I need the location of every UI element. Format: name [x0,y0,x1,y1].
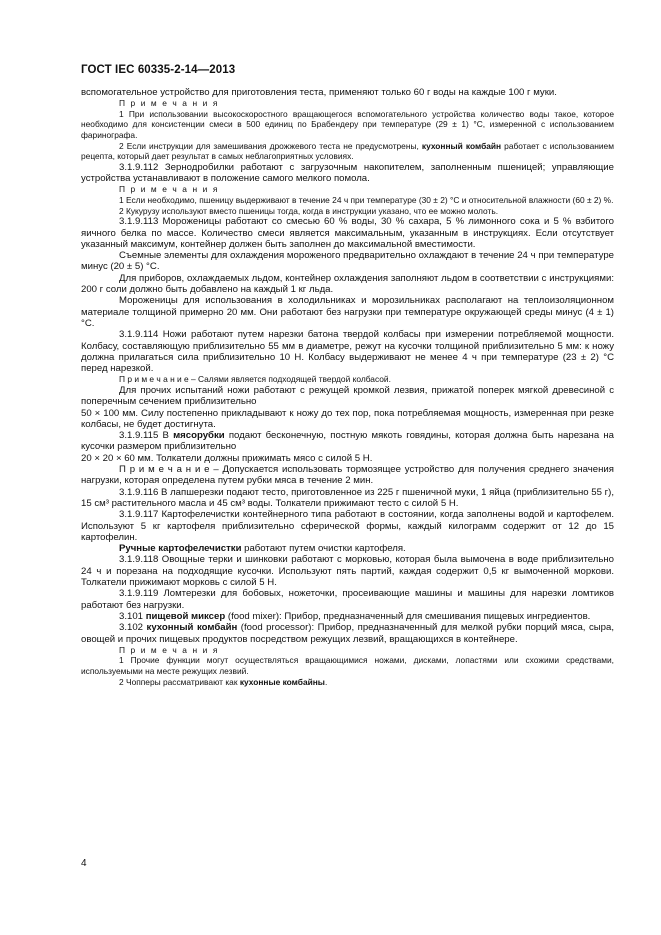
paragraph [81,588,614,611]
paragraph-text: подают бесконечную, постную мякоть говядины, которая должна быть нарезана на кусочки размером приблизительно [81,430,614,453]
document-body [81,87,614,687]
paragraph [81,509,614,543]
paragraph [81,206,614,217]
paragraph [81,195,614,206]
paragraph-text: Съемные элементы для охлаждения мороженого предварительно охлаждают в течение 24 ч при температуре минус (20 ± 5) °С. [81,250,614,273]
paragraph [81,408,614,431]
paragraph-text: 3.101 [119,610,146,622]
paragraph-text: . [324,676,328,687]
paragraph-text: 2 Кукурузу используют вместо пшеницы тогда, когда в инструкции указано, что ее можно молоть. [119,205,499,216]
paragraph [81,162,614,185]
paragraph-text: Для приборов, охлаждаемых льдом, контейнер охлаждения заполняют льдом в соответствии с инструкциями: 200 г соли должно быть добавлено на каждый 1 кг льда. [81,272,614,296]
paragraph-text: П р и м е ч а н и е – Допускается использовать тормозящее устройство для получения среднего значения нагрузки, которая определена путем рубки мяса в течение 2 мин. [81,464,614,487]
paragraph [81,216,614,250]
paragraph-text: 2 Если инструкции для замешивания дрожжевого теста не предусмотрены, [119,140,422,151]
paragraph-text: вспомогательное устройство для приготовления теста, применяют только 60 г воды на каждые 100 г муки. [81,87,557,98]
paragraph-text: 1 Прочие функции могут осуществляться вращающимися ножами, дисками, лопастями или схожими средствами, используемыми на месте режущих лезвий. [81,655,614,676]
paragraph [81,677,614,688]
paragraph-text: 2 Чопперы рассматривают как [119,676,240,687]
paragraph [81,374,614,385]
paragraph [81,430,614,453]
document-header: ГОСТ IEC 60335-2-14—2013 [81,64,236,76]
paragraph-text: 3.1.9.116 В лапшерезки подают тесто, приготовленное из 225 г пшеничной муки, 1 яйца (приблизительно 55 г), 15 см³ растительного масла и 45 см³ воды. Толкатели прижимают тесто с силой 5 Н. [81,486,614,509]
paragraph-text: Мороженицы для использования в холодильниках и морозильниках располагают на теплоизоляционном материале толщиной примерно 20 мм. Они работают без нагрузки при температуре окружающей среды минус (4 ± 1) °С. [81,295,614,329]
bold-term: кухонные комбайны [239,676,325,687]
paragraph [81,250,614,273]
paragraph [81,645,614,656]
paragraph [81,385,614,408]
page-number: 4 [81,858,87,869]
paragraph [81,109,614,141]
paragraph-text: работает с использованием рецепта, который дает результат в самых неблагоприятных условиях. [81,140,614,162]
paragraph-text: 3.1.9.112 Зернодробилки работают с загрузочным накопителем, заполненным пшеницей; управляющие устройства устанавливают в положение самого мелкого помола. [81,161,614,185]
paragraph [81,184,614,195]
paragraph-text: 3.1.9.118 Овощные терки и шинковки работают с морковью, которая была вымочена в воде приблизительно 24 ч и порезана на подходящие кусочки. Используют пять партий, каждая содержит 0,5 кг вымоченной моркови. Толкатели прижимают морковь с силой 5 Н. [81,554,614,589]
paragraph-text: (food processor): Прибор, предназначенный для мелкой рубки порций мяса, сыра, овощей и прочих пищевых продуктов посредством режущих лезвий, вращающихся в контейнере. [81,622,614,645]
paragraph [81,543,614,554]
paragraph-text: П р и м е ч а н и я [119,644,219,655]
paragraph-text: 20 × 20 × 60 мм. Толкатели должны прижимать мясо с силой 5 Н. [81,452,373,464]
paragraph-text: 3.1.9.119 Ломтерезки для бобовых, ножеточки, просеивающие машины и машины для нарезки ломтиков работают без нагрузки. [81,588,614,611]
paragraph [81,98,614,109]
paragraph-text: 3.1.9.113 Мороженицы работают со смесью 60 % воды, 30 % сахара, 5 % лимонного сока и 5 % взбитого яичного белка по массе. Количество смеси является максимальным, указанным в инструкциях. Если отсутствует указанный максимум, контейнер должен быть заполнен до максимальной вместимости. [81,216,614,250]
bold-term: Ручные картофелечистки [119,543,242,555]
paragraph [81,273,614,296]
paragraph-text: 50 × 100 мм. Силу постепенно прикладывают к ножу до тех пор, пока потребляемая мощность, измеренная при резке колбасы, не будет достигнута. [81,407,614,430]
paragraph [81,622,614,645]
bold-term: кухонный комбайн [146,622,238,634]
paragraph-text: П р и м е ч а н и я [119,184,219,195]
bold-term: кухонный комбайн [421,140,502,151]
paragraph [81,295,614,329]
paragraph-text: 1 Если необходимо, пшеницу выдерживают в течение 24 ч при температуре (30 ± 2) °С и относительной влажности (60 ± 2) %. [119,195,614,206]
paragraph [81,655,614,676]
paragraph-text: Для прочих испытаний ножи работают с режущей кромкой лезвия, прижатой поперек мягкой древесиной с поперечным сечением приблизительно [81,384,614,408]
bold-term: мясорубки [173,430,225,442]
paragraph [81,329,614,374]
paragraph-text: П р и м е ч а н и я [119,98,219,109]
paragraph-text: работают путем очистки картофеля. [241,543,406,555]
paragraph-text: 1 При использовании высокоскоростного вращающегося вспомогательного устройства количество воды такое, которое необходимо для консистенции смеси в 500 единиц по Брабендеру при температуре (29 ± 1) °С, измеренной с использованием фаринографа. [81,108,614,141]
paragraph-text: 3.1.9.117 Картофелечистки контейнерного типа работают в состоянии, когда заполнены водой и картофелем. Используют 5 кг картофеля приблизительно сферической формы, каждый килограмм содержит от 12 до 15 картофелин. [81,509,614,543]
bold-term: пищевой миксер [145,610,226,622]
paragraph-text: 3.1.9.114 Ножи работают путем нарезки батона твердой колбасы при измерении потребляемой мощности. Колбасу, составляющую приблизительно 55 мм в диаметре, режут на кусочки толщиной приблизительно 5 мм: к ножу должна прилагаться сила приблизительно 10 Н. Колбасу выдерживают не менее 4 ч при температуре (23 ± 2) °С перед нарезкой. [81,329,614,375]
paragraph [81,611,614,622]
paragraph-text: 3.102 [119,622,147,634]
paragraph-text: (food mixer): Прибор, предназначенный для смешивания пищевых ингредиентов. [225,610,591,622]
paragraph [81,141,614,162]
paragraph [81,453,614,464]
paragraph [81,554,614,588]
paragraph [81,87,614,98]
paragraph-text: 3.1.9.115 В [119,430,174,442]
paragraph [81,487,614,510]
paragraph [81,464,614,487]
paragraph-text: П р и м е ч а н и е – Салями является подходящей твердой колбасой. [119,374,391,385]
